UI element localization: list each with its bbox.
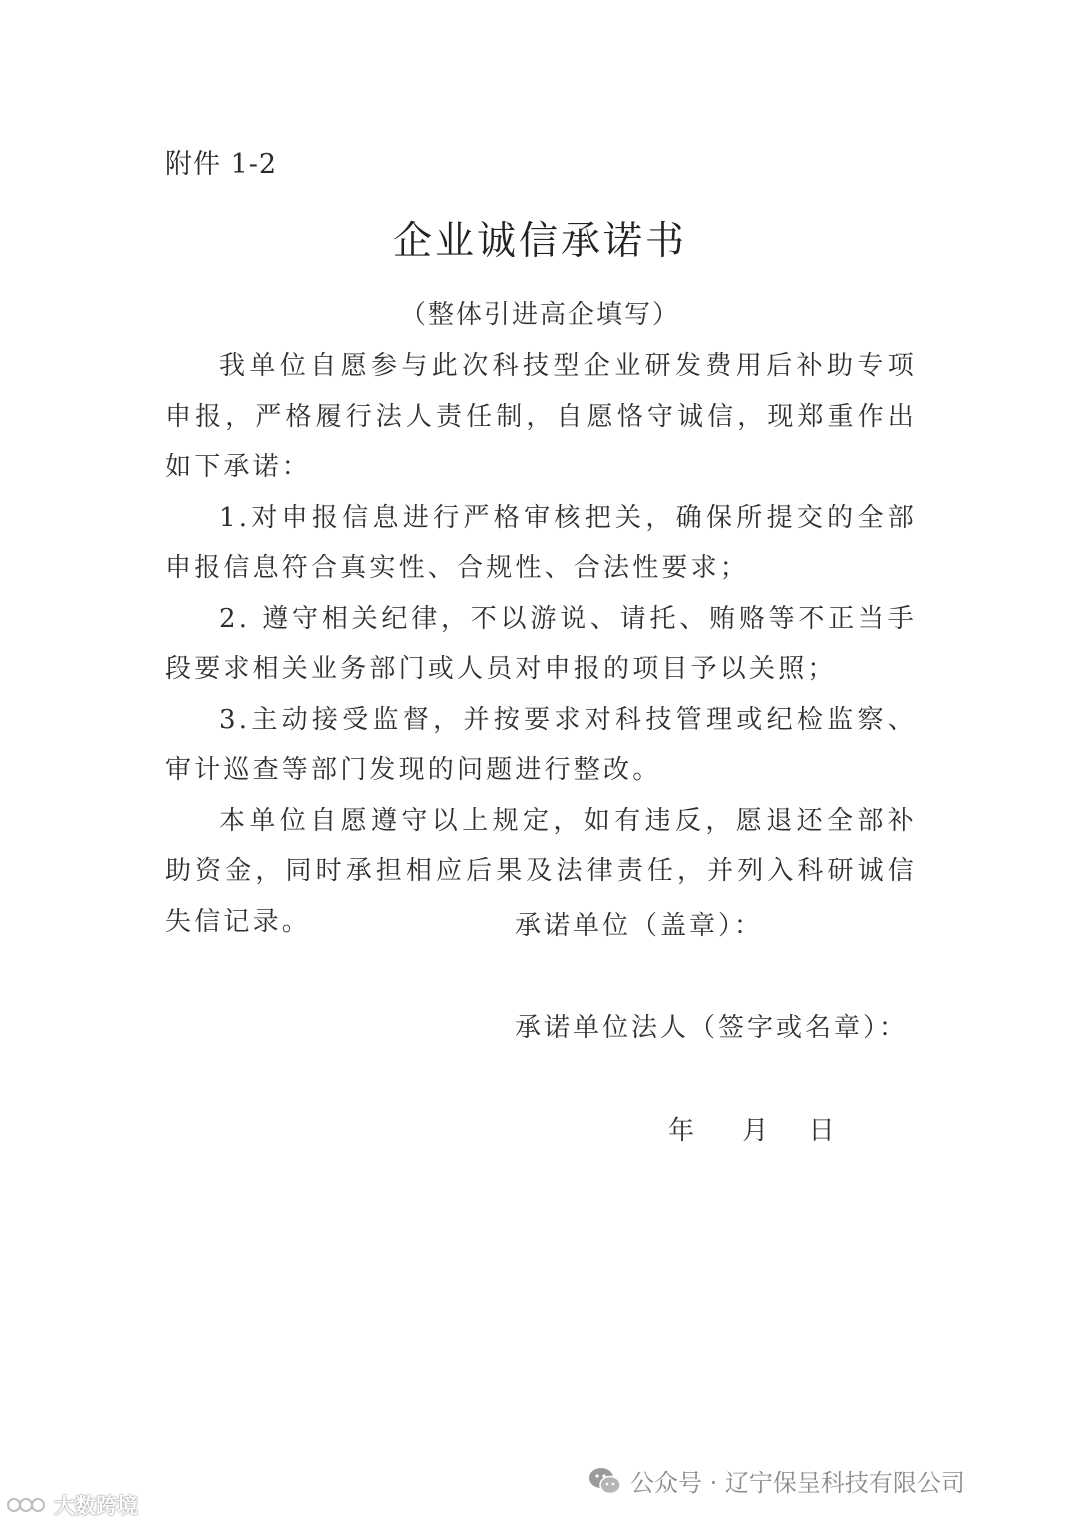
document-body — [165, 341, 917, 947]
wechat-account-name: 公众号 · 辽宁保呈科技有限公司 — [630, 1469, 965, 1497]
date-year: 年 — [668, 1116, 695, 1146]
signature-unit-seal: 承诺单位（盖章）： — [515, 911, 764, 941]
signature-date — [668, 1110, 835, 1147]
date-month: 月 — [742, 1116, 769, 1146]
signature-legal-person: 承诺单位法人（签字或名章）： — [515, 1013, 909, 1043]
commitment-item-2: 2. 遵守相关纪律，不以游说、请托、贿赂等不正当手段要求相关业务部门或人员对申报的项目予以关照； — [165, 603, 917, 684]
watermark-text: 大数跨境 — [54, 1494, 138, 1518]
wechat-account-footer — [588, 1463, 965, 1498]
logo-icon — [6, 1494, 50, 1516]
intro-paragraph: 我单位自愿参与此次科技型企业研发费用后补助专项申报，严格履行法人责任制，自愿恪守诚信，现郑重作出如下承诺： — [165, 351, 917, 482]
commitment-item-3: 3.主动接受监督，并按要求对科技管理或纪检监察、审计巡查等部门发现的问题进行整改。 — [165, 704, 917, 785]
closing-paragraph: 本单位自愿遵守以上规定，如有违反，愿退还全部补助资金，同时承担相应后果及法律责任，并列入科研诚信失信记录。 — [165, 805, 917, 937]
date-day: 日 — [808, 1116, 835, 1146]
watermark-logo — [6, 1490, 138, 1520]
wechat-icon — [588, 1466, 622, 1496]
commitment-item-1: 1.对申报信息进行严格审核把关，确保所提交的全部申报信息符合真实性、合规性、合法性要求； — [165, 502, 917, 583]
document-title: 企业诚信承诺书 — [392, 219, 687, 264]
attachment-label: 附件 1-2 — [165, 149, 278, 180]
document-subtitle: （整体引进高企填写） — [399, 300, 680, 330]
